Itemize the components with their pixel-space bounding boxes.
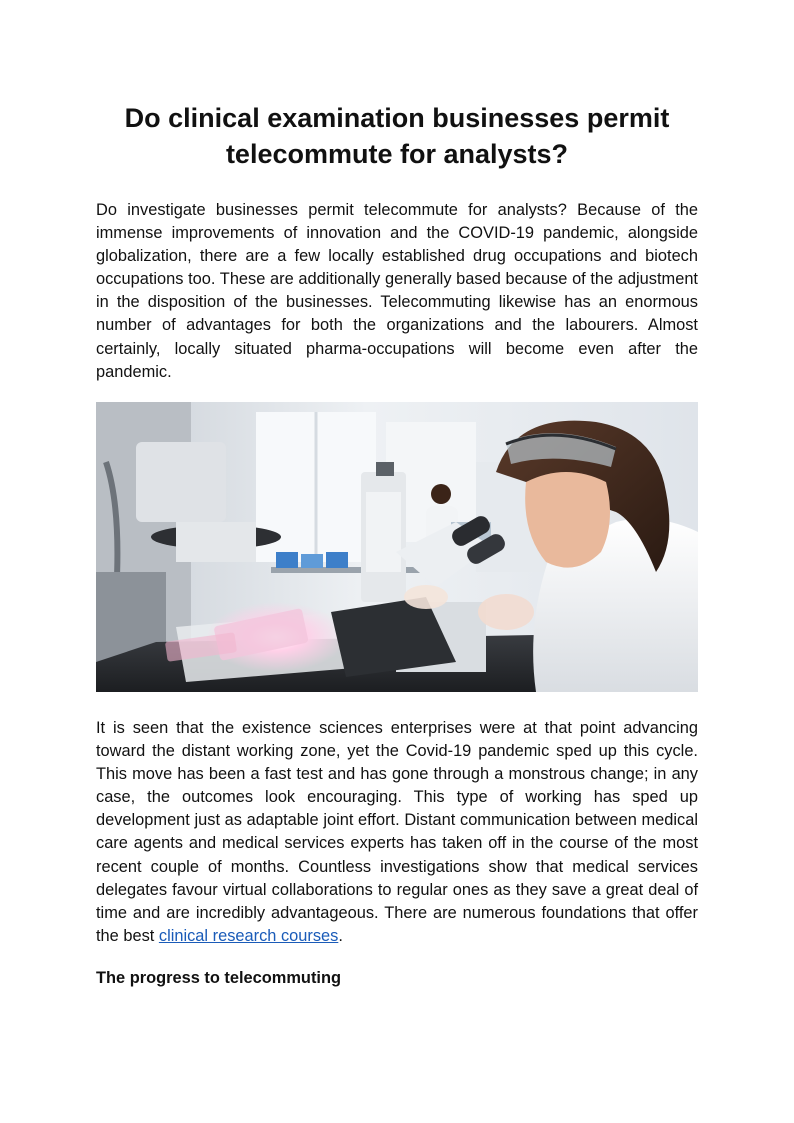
- body-paragraph-text: It is seen that the existence sciences enterprises were at that point advancing toward the distant working zone, yet the Covid-19 pandemic sped up this cycle. This move has been a fast test and has gone through a monstrous change; in any case, the outcomes look encouraging. This type of working has sped up development just as adaptable joint effort. Distant communication between medical care agents and medical services experts has taken off in the course of the most recent couple of months. Countless investigations show that medical services delegates favour virtual collaborations to regular ones as they save a great deal of time and are incredibly advantageous. There are numerous foundations that offer the best: [96, 719, 698, 945]
- body-paragraph-end: .: [338, 926, 343, 945]
- intro-paragraph: Do investigate businesses permit telecommute for analysts? Because of the immense improvements of innovation and the COVID-19 pandemic, alongside globalization, there are a few locally established drug occupations and biotech occupations too. These are additionally generally based because of the adjustment in the disposition of the businesses. Telecommuting likewise has an enormous number of advantages for both the organizations and the labourers. Almost certainly, locally situated pharma-occupations will become even after the pandemic.: [96, 201, 698, 381]
- section-subheading: The progress to telecommuting: [96, 969, 341, 987]
- clinical-research-courses-link[interactable]: clinical research courses: [158, 926, 339, 945]
- document-title: Do clinical examination businesses permit telecommute for analysts?: [124, 103, 670, 169]
- lab-scientist-microscope-illustration: [96, 402, 698, 692]
- lab-photo: [96, 402, 698, 692]
- body-paragraph: [96, 717, 698, 948]
